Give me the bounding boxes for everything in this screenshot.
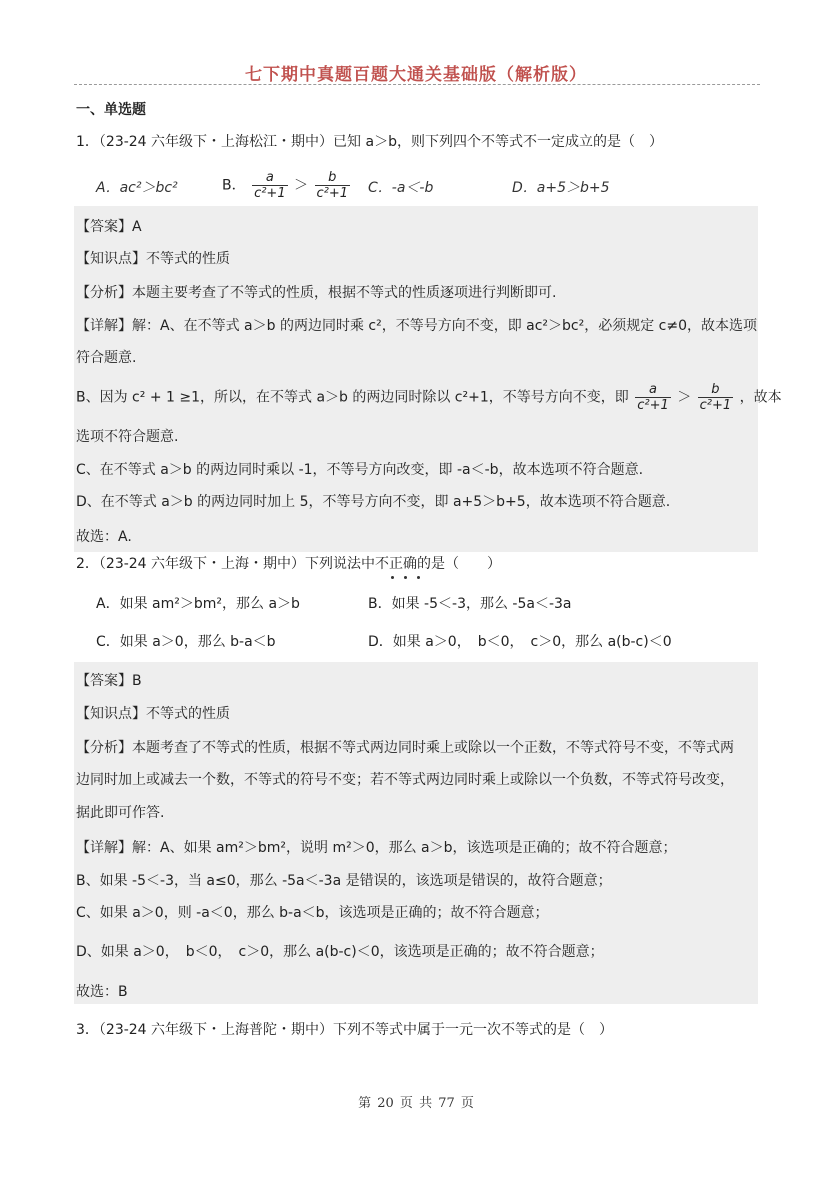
q1-detail-line-3-text: B、因为 c² + 1 ≥1，所以，在不等式 a＞b 的两边同时除以 c²+1，不等号方向不变，即 bbox=[76, 389, 629, 406]
section-heading: 一、单选题 bbox=[76, 102, 146, 118]
q1-choice: 故选：A. bbox=[76, 529, 132, 545]
q2-knowledge-point: 【知识点】不等式的性质 bbox=[76, 706, 230, 722]
q1-knowledge-point: 【知识点】不等式的性质 bbox=[76, 251, 230, 267]
fraction-denominator: c²+1 bbox=[699, 398, 732, 413]
q1-option-b-fraction-right bbox=[315, 170, 351, 201]
page-number: 第 20 页 共 77 页 bbox=[358, 1096, 474, 1111]
q1-option-d: D．a+5＞b+5 bbox=[512, 180, 610, 196]
q1-detail-line-5: C、在不等式 a＞b 的两边同时乘以 -1，不等号方向改变，即 -a＜-b，故本选项不符合题意. bbox=[76, 462, 644, 478]
q2-detail-line-1: 【详解】解：A、如果 am²＞bm²，说明 m²＞0，那么 a＞b，该选项是正确的；故不符合题意； bbox=[76, 840, 677, 856]
q1-detail-fraction-right bbox=[698, 382, 734, 413]
q1-option-a: A．ac²＞bc² bbox=[96, 180, 178, 196]
q1-option-b-fraction-left bbox=[252, 170, 288, 201]
q1-stem: 1．（23-24 六年级下・上海松江・期中）已知 a＞b，则下列四个不等式不一定成立的是（ ） bbox=[76, 134, 663, 150]
q1-detail-line-6: D、在不等式 a＞b 的两边同时加上 5，不等号方向不变，即 a+5＞b+5，故本选项不符合题意. bbox=[76, 494, 671, 510]
fraction-numerator: b bbox=[315, 170, 351, 186]
q1-detail-fraction-left bbox=[635, 382, 671, 413]
fraction-denominator: c²+1 bbox=[637, 398, 669, 413]
q2-option-c: C．如果 a＞0，那么 b-a＜b bbox=[96, 634, 276, 650]
fraction-denominator: c²+1 bbox=[316, 186, 349, 201]
q1-detail-line-4: 选项不符合题意. bbox=[76, 429, 179, 445]
page-title: 七下期中真题百题大通关基础版（解析版） bbox=[245, 65, 587, 85]
q2-option-d: D．如果 a＞0， b＜0， c＞0，那么 a(b-c)＜0 bbox=[368, 634, 672, 650]
fraction-numerator: a bbox=[252, 170, 288, 186]
q1-detail-line-2: 符合题意. bbox=[76, 350, 137, 366]
emphasis-dot bbox=[391, 576, 394, 579]
q1-detail-line-3-tail: ，故本 bbox=[739, 389, 782, 406]
emphasis-dot bbox=[417, 576, 420, 579]
title-divider bbox=[74, 84, 760, 85]
q2-analysis-line-2: 边同时加上或减去一个数，不等式的符号不变；若不等式两边同时乘上或除以一个负数，不等式符号改变， bbox=[76, 772, 734, 788]
fraction-numerator: a bbox=[635, 382, 671, 398]
q1-option-b-prefix: B． bbox=[222, 177, 246, 194]
q2-choice: 故选：B bbox=[76, 984, 128, 1000]
q1-option-b bbox=[222, 170, 352, 201]
q2-detail-line-3: C、如果 a＞0，则 -a＜0，那么 b-a＜b，该选项是正确的；故不符合题意； bbox=[76, 905, 549, 921]
emphasis-dot bbox=[404, 576, 407, 579]
q2-detail-line-2: B、如果 -5＜-3，当 a≤0，那么 -5a＜-3a 是错误的，该选项是错误的，故符合题意； bbox=[76, 873, 612, 889]
fraction-numerator: b bbox=[698, 382, 734, 398]
q2-option-b: B．如果 -5＜-3，那么 -5a＜-3a bbox=[368, 596, 572, 612]
q1-detail-line-1: 【详解】解：A、在不等式 a＞b 的两边同时乘 c²，不等号方向不变，即 ac²＞bc²，必须规定 c≠0，故本选项 bbox=[76, 318, 758, 334]
q2-detail-line-4: D、如果 a＞0， b＜0， c＞0，那么 a(b-c)＜0，该选项是正确的；故不符合题意； bbox=[76, 944, 604, 960]
q2-analysis-line-3: 据此即可作答. bbox=[76, 805, 165, 821]
q1-option-c: C．-a＜-b bbox=[368, 180, 434, 196]
q2-answer: 【答案】B bbox=[76, 673, 142, 689]
q2-analysis-line-1: 【分析】本题考查了不等式的性质，根据不等式两边同时乘上或除以一个正数，不等式符号不变，不等式两 bbox=[76, 740, 734, 756]
q2-stem: 2．（23-24 六年级下・上海・期中）下列说法中不正确的是（ ） bbox=[76, 556, 502, 572]
q3-stem: 3．（23-24 六年级下・上海普陀・期中）下列不等式中属于一元一次不等式的是（ ） bbox=[76, 1022, 614, 1038]
q1-answer: 【答案】A bbox=[76, 219, 142, 235]
q1-detail-relation: ＞ bbox=[677, 389, 692, 406]
q1-detail-line-3 bbox=[76, 382, 782, 413]
q2-option-a: A．如果 am²＞bm²，那么 a＞b bbox=[96, 596, 300, 612]
q1-option-b-relation: ＞ bbox=[294, 177, 309, 194]
fraction-denominator: c²+1 bbox=[254, 186, 286, 201]
q1-analysis: 【分析】本题主要考查了不等式的性质，根据不等式的性质逐项进行判断即可. bbox=[76, 285, 557, 301]
